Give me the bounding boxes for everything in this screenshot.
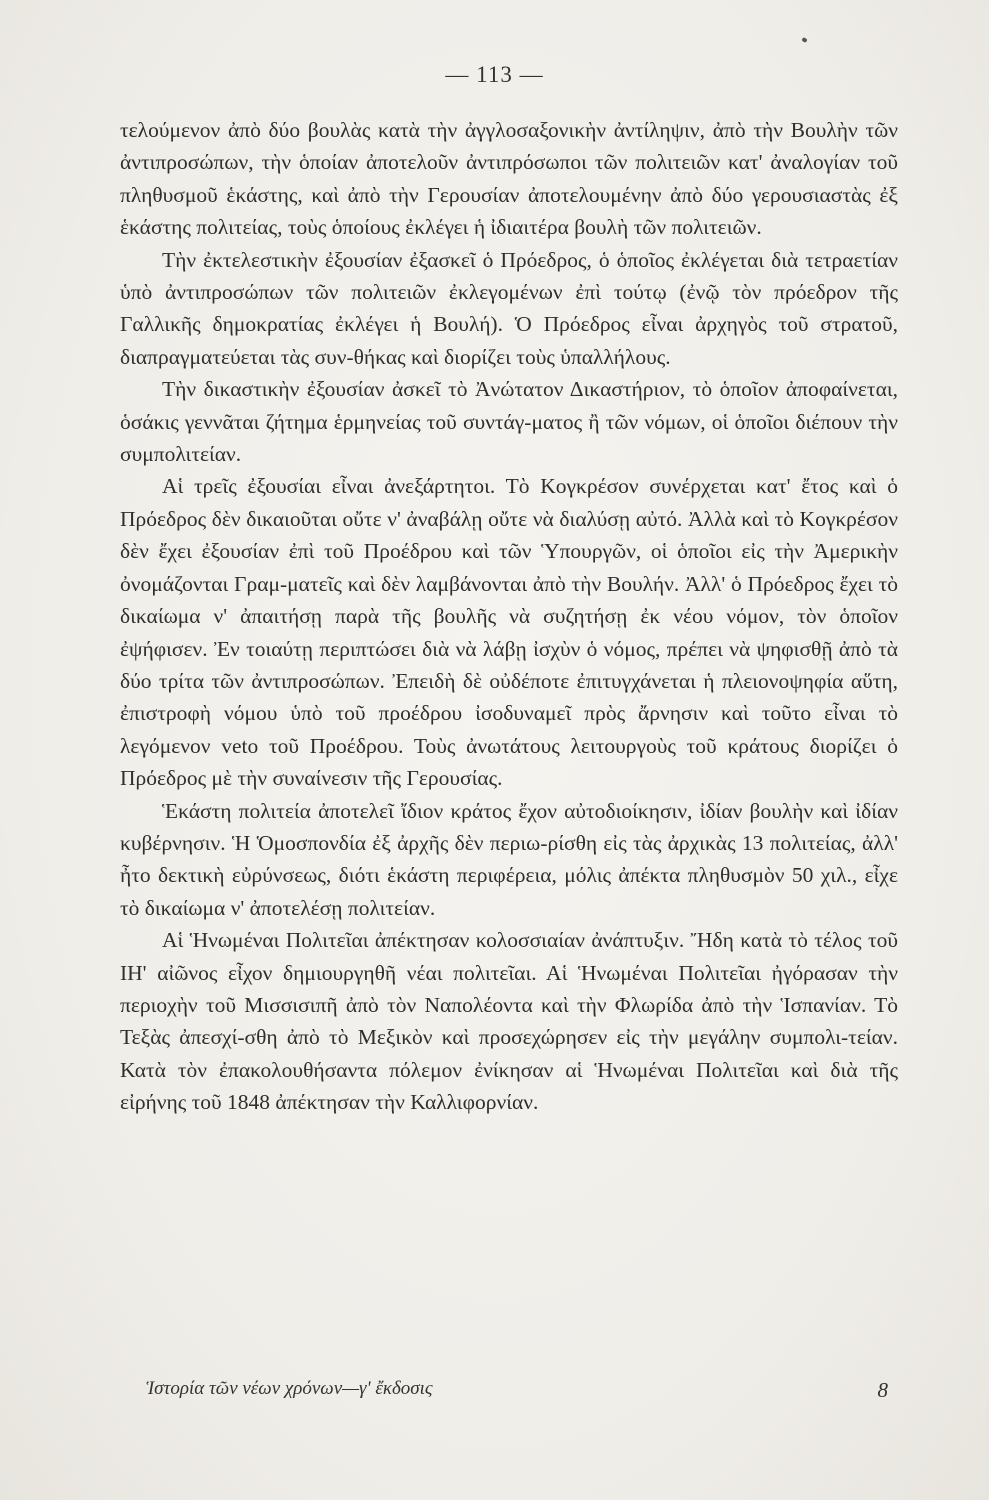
footer-signature-mark: 8 [877, 1378, 888, 1402]
page-footer [146, 1378, 888, 1408]
paragraph-6: Αἱ Ἡνωμέναι Πολιτεῖαι ἀπέκτησαν κολοσσιαίαν ἀνάπτυξιν. Ἤδη κατὰ τὸ τέλος τοῦ ΙΗ' αἰῶνος εἶχον δημιουργηθῆ νέαι πολιτεῖαι. Αἱ Ἡνωμέναι Πολιτεῖαι ἠγόρασαν τὴν περιοχὴν τοῦ Μισσισιπῆ ἀπὸ τὸν Ναπολέοντα καὶ τὴν Φλωρίδα ἀπὸ τὴν Ἱσπανίαν. Τὸ Τεξὰς ἀπεσχί-σθη ἀπὸ τὸ Μεξικὸν καὶ προσεχώρησεν εἰς τὴν μεγάλην συμπολι-τείαν. Κατὰ τὸν ἐπακολουθήσαντα πόλεμον ἐνίκησαν αἱ Ἡνωμέναι Πολιτεῖαι καὶ διὰ τῆς εἰρήνης τοῦ 1848 ἀπέκτησαν τὴν Καλλιφορνίαν. [120, 928, 898, 1115]
ink-speck [801, 37, 807, 43]
page-number: — 113 — [445, 62, 544, 87]
paragraph-5: Ἑκάστη πολιτεία ἀποτελεῖ ἴδιον κράτος ἔχον αὐτοδιοίκησιν, ἰδίαν βουλὴν καὶ ἰδίαν κυβέρνησιν. Ἡ Ὁμοσπονδία ἐξ ἀρχῆς δὲν περιω-ρίσθη εἰς τὰς ἀρχικὰς 13 πολιτείας, ἀλλ' ἦτο δεκτικὴ εὐρύνσεως, διότι ἑκάστη περιφέρεια, μόλις ἀπέκτα πληθυσμὸν 50 χιλ., εἶχε τὸ δικαίωμα ν' ἀποτελέσῃ πολιτείαν. [120, 798, 898, 920]
paragraph-3: Τὴν δικαστικὴν ἐξουσίαν ἀσκεῖ τὸ Ἀνώτατον Δικαστήριον, τὸ ὁποῖον ἀποφαίνεται, ὁσάκις γεννᾶται ζήτημα ἑρμηνείας τοῦ συντάγ-ματος ἢ τῶν νόμων, οἱ ὁποῖοι διέπουν τὴν συμπολιτείαν. [120, 377, 898, 467]
footer-book-title: Ἱστορία τῶν νέων χρόνων—γ' ἔκδοσις [146, 1378, 433, 1399]
paragraph-2: Τὴν ἐκτελεστικὴν ἐξουσίαν ἐξασκεῖ ὁ Πρόεδρος, ὁ ὁποῖος ἐκλέγεται διὰ τετραετίαν ὑπὸ ἀντιπροσώπων τῶν πολιτειῶν ἐκλεγομένων ἐπὶ τούτῳ (ἐνῷ τὸν πρόεδρον τῆς Γαλλικῆς δημοκρατίας ἐκλέγει ἡ Βουλή). Ὁ Πρόεδρος εἶναι ἀρχηγὸς τοῦ στρατοῦ, διαπραγματεύεται τὰς συν-θήκας καὶ διορίζει τοὺς ὑπαλλήλους. [120, 247, 898, 369]
paragraph-1: τελούμενον ἀπὸ δύο βουλὰς κατὰ τὴν ἀγγλοσαξονικὴν ἀντίληψιν, ἀπὸ τὴν Βουλὴν τῶν ἀντιπροσώπων, τὴν ὁποίαν ἀποτελοῦν ἀντιπρόσωποι τῶν πολιτειῶν κατ' ἀναλογίαν τοῦ πληθυσμοῦ ἑκάστης, καὶ ἀπὸ τὴν Γερουσίαν ἀποτελουμένην ἀπὸ δύο γερουσιαστὰς ἐξ ἑκάστης πολιτείας, τοὺς ὁποίους ἐκλέγει ἡ ἰδιαιτέρα βουλὴ τῶν πολιτειῶν. [120, 118, 898, 240]
paragraph-4: Αἱ τρεῖς ἐξουσίαι εἶναι ἀνεξάρτητοι. Τὸ Κογκρέσον συνέρχεται κατ' ἔτος καὶ ὁ Πρόεδρος δὲν δικαιοῦται οὔτε ν' ἀναβάλῃ οὔτε νὰ διαλύσῃ αὐτό. Ἀλλὰ καὶ τὸ Κογκρέσον δὲν ἔχει ἐξουσίαν ἐπὶ τοῦ Προέδρου καὶ τῶν Ὑπουργῶν, οἱ ὁποῖοι εἰς τὴν Ἀμερικὴν ὀνομάζονται Γραμ-ματεῖς καὶ δὲν λαμβάνονται ἀπὸ τὴν Βουλήν. Ἀλλ' ὁ Πρόεδρος ἔχει τὸ δικαίωμα ν' ἀπαιτήσῃ παρὰ τῆς βουλῆς νὰ συζητήσῃ ἐκ νέου νόμον, τὸν ὁποῖον ἐψήφισεν. Ἐν τοιαύτῃ περιπτώσει διὰ νὰ λάβῃ ἰσχὺν ὁ νόμος, πρέπει νὰ ψηφισθῇ ἀπὸ τὰ δύο τρίτα τῶν ἀντιπροσώπων. Ἐπειδὴ δὲ οὐδέποτε ἐπιτυγχάνεται ἡ πλειονοψηφία αὕτη, ἐπιστροφὴ νόμου ὑπὸ τοῦ προέδρου ἰσοδυναμεῖ πρὸς ἄρνησιν καὶ τοῦτο εἶναι τὸ λεγόμενον veto τοῦ Προέδρου. Τοὺς ἀνωτάτους λειτουργοὺς τοῦ κράτους διορίζει ὁ Πρόεδρος μὲ τὴν συναίνεσιν τῆς Γερουσίας. [120, 474, 898, 791]
body-text [120, 114, 898, 1119]
